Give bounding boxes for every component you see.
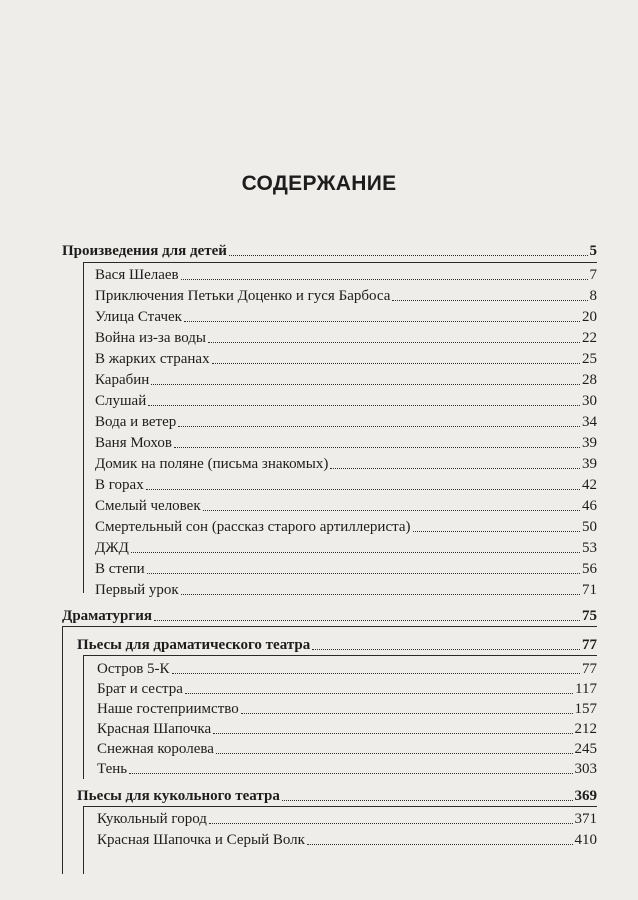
toc-item-title: Вася Шелаев bbox=[95, 267, 179, 283]
toc-item-title: В степи bbox=[95, 561, 145, 577]
dot-leader bbox=[330, 468, 580, 469]
dot-leader bbox=[229, 255, 588, 256]
toc-item-page: 20 bbox=[582, 309, 597, 325]
toc-item-title: Домик на поляне (письма знакомых) bbox=[95, 456, 329, 472]
toc-item bbox=[95, 580, 597, 600]
toc-section-children bbox=[62, 241, 597, 261]
toc-entry-title: Драматургия bbox=[62, 608, 152, 624]
toc-entry-title: Пьесы для кукольного театра bbox=[77, 788, 280, 804]
subsection-rule bbox=[83, 655, 597, 656]
toc-item-page: 212 bbox=[574, 721, 597, 737]
dot-leader bbox=[146, 489, 580, 490]
toc-item bbox=[97, 739, 597, 759]
toc-item-page: 53 bbox=[582, 540, 597, 556]
toc-item-page: 25 bbox=[582, 351, 597, 367]
dot-leader bbox=[151, 384, 580, 385]
dot-leader bbox=[241, 713, 573, 714]
toc-item-title: Брат и сестра bbox=[97, 681, 183, 697]
toc-item-title: Наше гостеприимство bbox=[97, 701, 239, 717]
dot-leader bbox=[181, 594, 580, 595]
toc-item bbox=[95, 433, 597, 453]
toc-item-page: 46 bbox=[582, 498, 597, 514]
dot-leader bbox=[174, 447, 580, 448]
toc-item-page: 50 bbox=[582, 519, 597, 535]
toc-item bbox=[95, 370, 597, 390]
toc-item-title: ДЖД bbox=[95, 540, 129, 556]
dot-leader bbox=[212, 363, 580, 364]
toc-item-page: 56 bbox=[582, 561, 597, 577]
toc-item-title: Тень bbox=[97, 761, 128, 777]
toc-entry-page: 75 bbox=[582, 608, 597, 624]
toc-item-page: 8 bbox=[589, 288, 597, 304]
toc-item-title: Остров 5-К bbox=[97, 661, 170, 677]
dot-leader bbox=[154, 620, 580, 621]
toc-item-title: Война из-за воды bbox=[95, 330, 207, 346]
toc-item bbox=[95, 307, 597, 327]
toc-item-page: 77 bbox=[582, 661, 597, 677]
dot-leader bbox=[147, 573, 580, 574]
toc-item-title: Вода и ветер bbox=[95, 414, 177, 430]
toc-item-page: 245 bbox=[574, 741, 597, 757]
subsection-bracket bbox=[83, 806, 84, 874]
toc-item bbox=[95, 496, 597, 516]
toc-item-page: 117 bbox=[575, 681, 597, 697]
toc-item bbox=[95, 391, 597, 411]
toc-section-drama bbox=[62, 606, 597, 626]
toc-item bbox=[95, 265, 597, 285]
toc-item bbox=[95, 475, 597, 495]
dot-leader bbox=[172, 673, 580, 674]
toc-item bbox=[95, 559, 597, 579]
dot-leader bbox=[213, 733, 572, 734]
dot-leader bbox=[307, 844, 573, 845]
dot-leader bbox=[148, 405, 580, 406]
toc-item-title: Снежная королева bbox=[97, 741, 214, 757]
dot-leader bbox=[185, 693, 573, 694]
toc-entry-title: Пьесы для драматического театра bbox=[77, 637, 311, 653]
section-bracket bbox=[83, 262, 84, 593]
toc-item-page: 28 bbox=[582, 372, 597, 388]
dot-leader bbox=[282, 800, 573, 801]
dot-leader bbox=[208, 342, 580, 343]
toc-item-page: 39 bbox=[582, 435, 597, 451]
toc-item bbox=[95, 349, 597, 369]
toc-item-title: Карабин bbox=[95, 372, 150, 388]
toc-item bbox=[97, 679, 597, 699]
toc-item bbox=[95, 412, 597, 432]
toc-item-title: Красная Шапочка bbox=[97, 721, 212, 737]
toc-item bbox=[97, 809, 597, 829]
dot-leader bbox=[203, 510, 580, 511]
toc-item-page: 7 bbox=[589, 267, 597, 283]
toc-item-title: Красная Шапочка и Серый Волк bbox=[97, 832, 305, 848]
toc-item-title: Кукольный город bbox=[97, 811, 207, 827]
page-title: СОДЕРЖАНИЕ bbox=[241, 172, 397, 195]
toc-item bbox=[97, 759, 597, 779]
toc-item bbox=[97, 830, 597, 850]
toc-item-page: 34 bbox=[582, 414, 597, 430]
toc-item bbox=[95, 538, 597, 558]
toc-item-title: Улица Стачек bbox=[95, 309, 182, 325]
toc-item-page: 22 bbox=[582, 330, 597, 346]
toc-item-title: Смелый человек bbox=[95, 498, 201, 514]
dot-leader bbox=[129, 773, 572, 774]
toc-entry-page: 369 bbox=[574, 788, 597, 804]
dot-leader bbox=[312, 649, 580, 650]
toc-item bbox=[97, 699, 597, 719]
toc-subsection-puppet-theatre bbox=[77, 786, 597, 806]
toc-entry-page: 5 bbox=[589, 243, 597, 259]
dot-leader bbox=[413, 531, 580, 532]
dot-leader bbox=[209, 823, 573, 824]
toc-item-page: 30 bbox=[582, 393, 597, 409]
toc-item-title: Смертельный сон (рассказ старого артиллериста) bbox=[95, 519, 411, 535]
section-bracket bbox=[62, 626, 63, 874]
dot-leader bbox=[184, 321, 580, 322]
toc-item-page: 410 bbox=[574, 832, 597, 848]
toc-item-page: 42 bbox=[582, 477, 597, 493]
toc-item bbox=[95, 286, 597, 306]
toc-item bbox=[95, 328, 597, 348]
subsection-rule bbox=[83, 806, 597, 807]
toc-item-title: В жарких странах bbox=[95, 351, 210, 367]
toc-item bbox=[97, 719, 597, 739]
toc-item-page: 39 bbox=[582, 456, 597, 472]
toc-item-page: 157 bbox=[574, 701, 597, 717]
toc-item-page: 303 bbox=[574, 761, 597, 777]
toc-item bbox=[95, 517, 597, 537]
toc-item-page: 371 bbox=[574, 811, 597, 827]
toc-entry-page: 77 bbox=[582, 637, 597, 653]
toc-subsection-drama-theatre bbox=[77, 635, 597, 655]
dot-leader bbox=[181, 279, 588, 280]
dot-leader bbox=[178, 426, 580, 427]
toc-item bbox=[97, 659, 597, 679]
section-rule bbox=[62, 626, 597, 627]
dot-leader bbox=[131, 552, 580, 553]
toc-item-title: Приключения Петьки Доценко и гуся Барбоса bbox=[95, 288, 391, 304]
toc-entry-title: Произведения для детей bbox=[62, 243, 227, 259]
toc-item-title: В горах bbox=[95, 477, 144, 493]
toc-item-title: Ваня Мохов bbox=[95, 435, 172, 451]
toc-item bbox=[95, 454, 597, 474]
toc-item-page: 71 bbox=[582, 582, 597, 598]
subsection-bracket bbox=[83, 655, 84, 779]
dot-leader bbox=[392, 300, 587, 301]
dot-leader bbox=[216, 753, 573, 754]
toc-item-title: Слушай bbox=[95, 393, 147, 409]
section-rule bbox=[83, 262, 597, 263]
toc-item-title: Первый урок bbox=[95, 582, 179, 598]
